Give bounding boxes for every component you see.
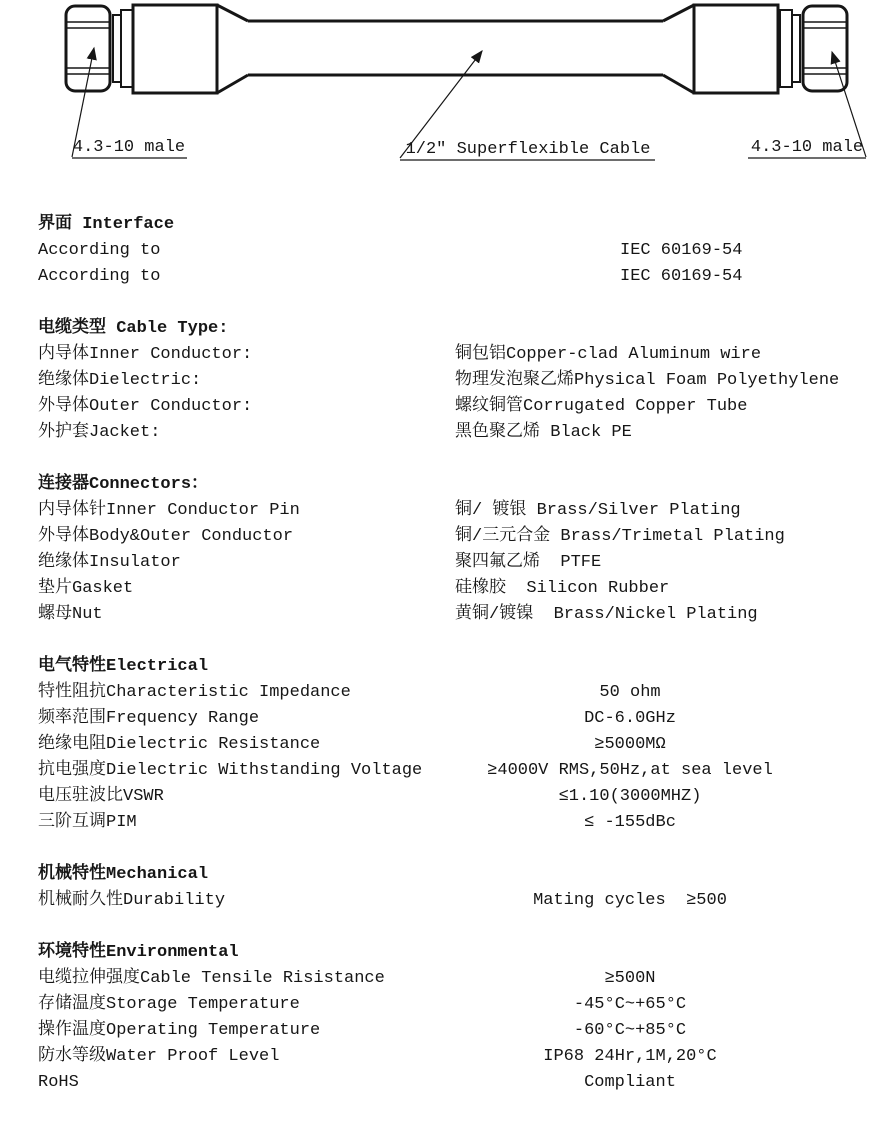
- spec-row: [0, 420, 881, 446]
- spec-row: [0, 888, 881, 914]
- spec-value: Mating cycles ≥500: [533, 891, 727, 910]
- spec-row: [0, 498, 881, 524]
- spec-row: [0, 1044, 881, 1070]
- spec-value: 黑色聚乙烯 Black PE: [455, 423, 632, 442]
- spec-value: ≥5000MΩ: [594, 735, 666, 754]
- spec-label: According to: [38, 267, 161, 286]
- spec-value: DC-6.0GHz: [584, 709, 676, 728]
- spec-value: IEC 60169-54: [620, 241, 743, 260]
- spec-row: [0, 784, 881, 810]
- spec-label: 垫片Gasket: [38, 579, 134, 598]
- spec-value: 50 ohm: [599, 683, 661, 702]
- spec-label: 外导体Body&Outer Conductor: [38, 527, 294, 546]
- section-electrical: [0, 654, 881, 836]
- spec-row: [0, 706, 881, 732]
- spec-value: IP68 24Hr,1M,20°C: [543, 1047, 717, 1066]
- spec-label: According to: [38, 241, 161, 260]
- spec-row: [0, 264, 881, 290]
- section-mechanical: [0, 862, 881, 914]
- spec-row: [0, 394, 881, 420]
- section-title-mechanical: 机械特性Mechanical: [38, 865, 209, 884]
- spec-label: RoHS: [38, 1073, 79, 1092]
- spec-value: Compliant: [584, 1073, 676, 1092]
- spec-sections: [0, 212, 881, 1122]
- cable-body: [248, 21, 663, 75]
- spec-value: 黄铜/镀镍 Brass/Nickel Plating: [455, 605, 758, 624]
- spec-label: 外导体Outer Conductor:: [38, 397, 253, 416]
- right-connector-body: [694, 5, 778, 93]
- spec-value: 物理发泡聚乙烯Physical Foam Polyethylene: [455, 371, 840, 390]
- spec-label: 抗电强度Dielectric Withstanding Voltage: [38, 761, 423, 780]
- section-title-cable-type: 电缆类型 Cable Type:: [38, 319, 229, 338]
- spec-label: 外护套Jacket:: [38, 423, 161, 442]
- spec-value: IEC 60169-54: [620, 267, 743, 286]
- spec-label: 绝缘电阻Dielectric Resistance: [38, 735, 321, 754]
- right-collar-ring-1: [780, 10, 792, 87]
- section-interface: [0, 212, 881, 290]
- spec-value: 铜包铝Copper-clad Aluminum wire: [455, 345, 762, 364]
- spec-row: [0, 524, 881, 550]
- spec-row: [0, 680, 881, 706]
- spec-value: 聚四氟乙烯 PTFE: [455, 553, 602, 572]
- right-collar-ring-2: [792, 15, 800, 82]
- section-title-interface: 界面 Interface: [38, 215, 175, 234]
- spec-row: [0, 342, 881, 368]
- section-environmental: [0, 940, 881, 1096]
- spec-value: ≥4000V RMS,50Hz,at sea level: [487, 761, 773, 780]
- cable-label: 1/2″ Superflexible Cable: [405, 140, 651, 159]
- spec-value: ≥500N: [604, 969, 656, 988]
- spec-label: 存储温度Storage Temperature: [38, 995, 300, 1014]
- spec-label: 螺母Nut: [38, 605, 103, 624]
- spec-label: 绝缘体Dielectric:: [38, 371, 202, 390]
- spec-label: 电压驻波比VSWR: [38, 787, 164, 806]
- spec-row: [0, 550, 881, 576]
- spec-label: 特性阻抗Characteristic Impedance: [38, 683, 351, 702]
- spec-row: [0, 732, 881, 758]
- left-nut-facet-lines: [67, 22, 109, 74]
- spec-row: [0, 576, 881, 602]
- right-taper: [663, 5, 694, 93]
- cable-assembly-drawing: [0, 0, 881, 185]
- spec-row: [0, 966, 881, 992]
- spec-label: 机械耐久性Durability: [38, 891, 226, 910]
- cable-drawing-svg: [0, 0, 881, 185]
- spec-label: 操作温度Operating Temperature: [38, 1021, 321, 1040]
- spec-value: ≤ -155dBc: [584, 813, 676, 832]
- spec-row: [0, 238, 881, 264]
- left-connector-label: 4.3-10 male: [72, 138, 186, 157]
- spec-value: 铜/ 镀银 Brass/Silver Plating: [455, 501, 741, 520]
- spec-value: -45°C~+65°C: [573, 995, 687, 1014]
- spec-value: ≤1.10(3000MHZ): [558, 787, 702, 806]
- spec-row: [0, 368, 881, 394]
- spec-row: [0, 758, 881, 784]
- spec-row: [0, 810, 881, 836]
- spec-label: 内导体Inner Conductor:: [38, 345, 253, 364]
- spec-value: 铜/三元合金 Brass/Trimetal Plating: [455, 527, 785, 546]
- spec-label: 绝缘体Insulator: [38, 553, 181, 572]
- spec-label: 内导体针Inner Conductor Pin: [38, 501, 300, 520]
- section-title-electrical: 电气特性Electrical: [38, 657, 209, 676]
- spec-row: [0, 1070, 881, 1096]
- spec-row: [0, 992, 881, 1018]
- section-cable-type: [0, 316, 881, 446]
- spec-value: 螺纹铜管Corrugated Copper Tube: [455, 397, 748, 416]
- spec-label: 三阶互调PIM: [38, 813, 137, 832]
- section-connectors: [0, 472, 881, 628]
- spec-label: 防水等级Water Proof Level: [38, 1047, 280, 1066]
- spec-row: [0, 602, 881, 628]
- spec-value: -60°C~+85°C: [573, 1021, 687, 1040]
- section-title-environmental: 环境特性Environmental: [38, 943, 239, 962]
- spec-row: [0, 1018, 881, 1044]
- left-collar-ring-1: [113, 15, 121, 82]
- spec-label: 频率范围Frequency Range: [38, 709, 260, 728]
- spec-label: 电缆拉伸强度Cable Tensile Risistance: [38, 969, 385, 988]
- right-connector-label: 4.3-10 male: [750, 138, 864, 157]
- left-collar-ring-2: [121, 10, 133, 87]
- left-connector-body: [133, 5, 217, 93]
- section-title-connectors: 连接器Connectors：: [38, 475, 209, 494]
- left-taper: [217, 5, 248, 93]
- right-nut-facet-lines: [804, 22, 846, 74]
- spec-value: 硅橡胶 Silicon Rubber: [455, 579, 670, 598]
